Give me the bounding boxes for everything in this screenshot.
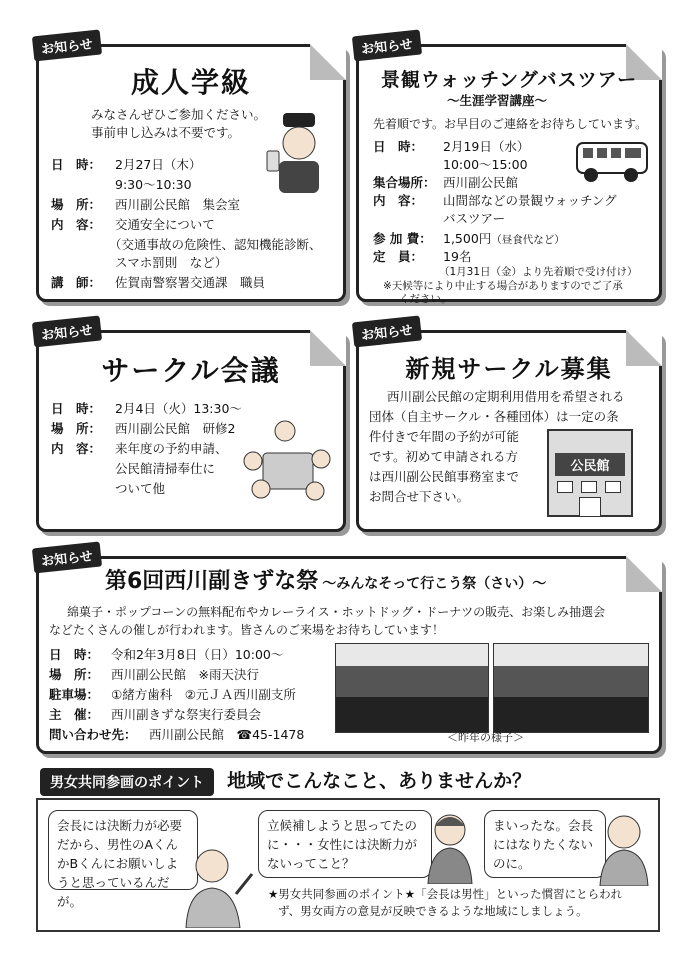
police-officer-illustration <box>265 111 331 195</box>
lecturer-value: 佐賀南警察署交通課 職員 <box>115 275 266 290</box>
gender-equality-header <box>40 766 531 796</box>
body-text: 西川副公民館の定期利用借用を希望される <box>387 389 625 404</box>
meeting-place-label: 集合場所： <box>373 175 436 190</box>
parking-value: ①緒方歯科 ②元ＪＡ西川副支所 <box>111 687 296 702</box>
older-man-illustration <box>178 844 254 928</box>
date-value: 令和2年3月8日（日）10:00～ <box>111 647 284 662</box>
body-text: です。初めて申請される方 <box>369 449 519 464</box>
notice-tag: お知らせ <box>32 542 102 574</box>
time-value: 10:00～15:00 <box>443 157 528 172</box>
notice-circle-meeting <box>36 323 346 532</box>
festival-photo-2 <box>493 643 649 733</box>
notice-bus-tour <box>356 37 662 305</box>
notice-kizuna-festival <box>36 549 662 754</box>
place-value: 西川副公民館 ※雨天決行 <box>111 667 259 682</box>
body-text: お問合せ下さい。 <box>369 489 470 504</box>
building-sign: 公民館 <box>555 453 625 476</box>
place-value: 西川副公民館 研修2 <box>115 421 236 436</box>
fee-amount: 1,500円 <box>443 231 492 246</box>
content-label: 内 容： <box>373 193 424 208</box>
body-text: 団体（自主サークル・各種団体）は一定の条 <box>369 409 619 424</box>
lecturer-label: 講 師： <box>51 275 102 290</box>
notice-tag: お知らせ <box>32 30 102 62</box>
circle-meeting-title: サークル会議 <box>101 354 281 387</box>
parking-label: 駐車場： <box>49 687 100 702</box>
date-value: 2月27日（木） <box>115 157 202 172</box>
notice-tag: お知らせ <box>352 316 422 348</box>
gender-equality-badge: 男女共同参画のポイント <box>40 768 214 796</box>
worried-man-illustration <box>594 810 654 886</box>
content-value: バスツアー <box>443 211 506 226</box>
date-label: 日 時： <box>373 139 424 154</box>
bus-tour-subtitle: ～生涯学習講座～ <box>447 93 548 108</box>
bus-tour-title: 景観ウォッチングバスツアー <box>380 69 638 91</box>
capacity-label: 定 員： <box>373 249 424 264</box>
notice-tag: お知らせ <box>352 30 422 62</box>
festival-title: 第6回西川副きずな祭 <box>105 569 319 594</box>
contact-label: 問い合わせ先： <box>49 727 137 742</box>
host-value: 西川副きずな祭実行委員会 <box>111 707 262 722</box>
fee-label: 参 加 費： <box>373 231 432 246</box>
cancellation-note: ください。 <box>399 293 452 305</box>
content-label: 内 容： <box>51 217 102 232</box>
content-value: 公民館清掃奉仕に <box>115 461 216 476</box>
festival-title-row <box>105 569 546 597</box>
intro-text: 事前申し込みは不要です。 <box>91 125 241 140</box>
notice-new-circle <box>356 323 662 532</box>
content-value: スマホ罰則 など） <box>115 255 228 270</box>
meeting-place-value: 西川副公民館 <box>443 175 519 190</box>
new-circle-title: 新規サークル募集 <box>405 355 613 383</box>
intro-text: みなさんぜひご参加ください。 <box>91 107 267 122</box>
woman-illustration <box>422 810 478 884</box>
bus-illustration <box>573 139 651 185</box>
content-value: （交通事故の危険性、認知機能診断、 <box>109 237 322 252</box>
meeting-people-illustration <box>241 415 333 501</box>
date-label: 日 時： <box>49 647 100 662</box>
date-value: 2月19日（水） <box>443 139 530 154</box>
content-value: ついて他 <box>115 481 166 496</box>
contact-value: 西川副公民館 ☎45-1478 <box>149 727 305 742</box>
notice-tag: お知らせ <box>32 316 102 348</box>
gender-point-text: ★男女共同参画のポイント★「会長は男性」といった慣習にとらわれ <box>268 887 623 901</box>
intro-text: などたくさんの催しが行われます。皆さんのご来場をお待ちしています！ <box>49 623 445 637</box>
content-value: 交通安全について <box>115 217 215 232</box>
cancellation-note: ※天候等により中止する場合がありますのでご了承 <box>383 280 623 292</box>
content-value: 来年度の予約申請、 <box>115 441 228 456</box>
date-label: 日 時： <box>51 157 102 172</box>
adult-class-title: 成人学級 <box>130 66 251 99</box>
place-label: 場 所： <box>49 667 100 682</box>
body-text: は西川副公民館事務室まで <box>369 469 520 484</box>
date-label: 日 時： <box>51 401 102 416</box>
place-label: 場 所： <box>51 197 102 212</box>
speech-bubble-2: 立候補しようと思ってたのに・・・女性には決断力がないってこと？ <box>258 810 432 878</box>
gender-equality-panel <box>36 798 660 932</box>
gender-equality-headline: 地域でこんなこと、ありませんか？ <box>227 770 532 792</box>
community-center-building-illustration <box>547 429 633 517</box>
content-label: 内 容： <box>51 441 102 456</box>
fee-note: （昼食代など） <box>491 234 565 246</box>
intro-text: 先着順です。お早目のご連絡をお待ちしています。 <box>373 117 648 131</box>
capacity-value: 19名 <box>443 249 472 264</box>
host-label: 主 催： <box>49 707 100 722</box>
notice-adult-class <box>36 37 346 302</box>
capacity-note: （1月31日（金）より先着順で受け付け） <box>439 266 638 278</box>
speech-bubble-1: 会長には決断力が必要だから、男性のAくんかBくんにお願いしようと思っているんだが。 <box>48 810 198 890</box>
date-value: 2月4日（火）13:30～ <box>115 401 242 416</box>
speech-bubble-3: まいったな。会長にはなりたくないのに。 <box>484 810 606 878</box>
photo-caption: ＜昨年の様子＞ <box>447 731 524 744</box>
gender-point-text: ず、男女両方の意見が反映できるような地域にしましょう。 <box>278 904 588 918</box>
time-value: 9:30～10:30 <box>115 177 192 192</box>
place-label: 場 所： <box>51 421 102 436</box>
place-value: 西川副公民館 集会室 <box>115 197 241 212</box>
body-text: 件付きで年間の予約が可能 <box>369 429 520 444</box>
festival-subtitle: ～みんなそって行こう祭（さい）～ <box>322 576 547 592</box>
content-value: 山間部などの景観ウォッチング <box>443 193 617 208</box>
page-fold-decoration <box>626 556 662 592</box>
festival-photo-1 <box>335 643 489 733</box>
intro-text: 綿菓子・ポップコーンの無料配布やカレーライス・ホットドッグ・ドーナツの販売、お楽しみ抽選会 <box>67 605 606 619</box>
